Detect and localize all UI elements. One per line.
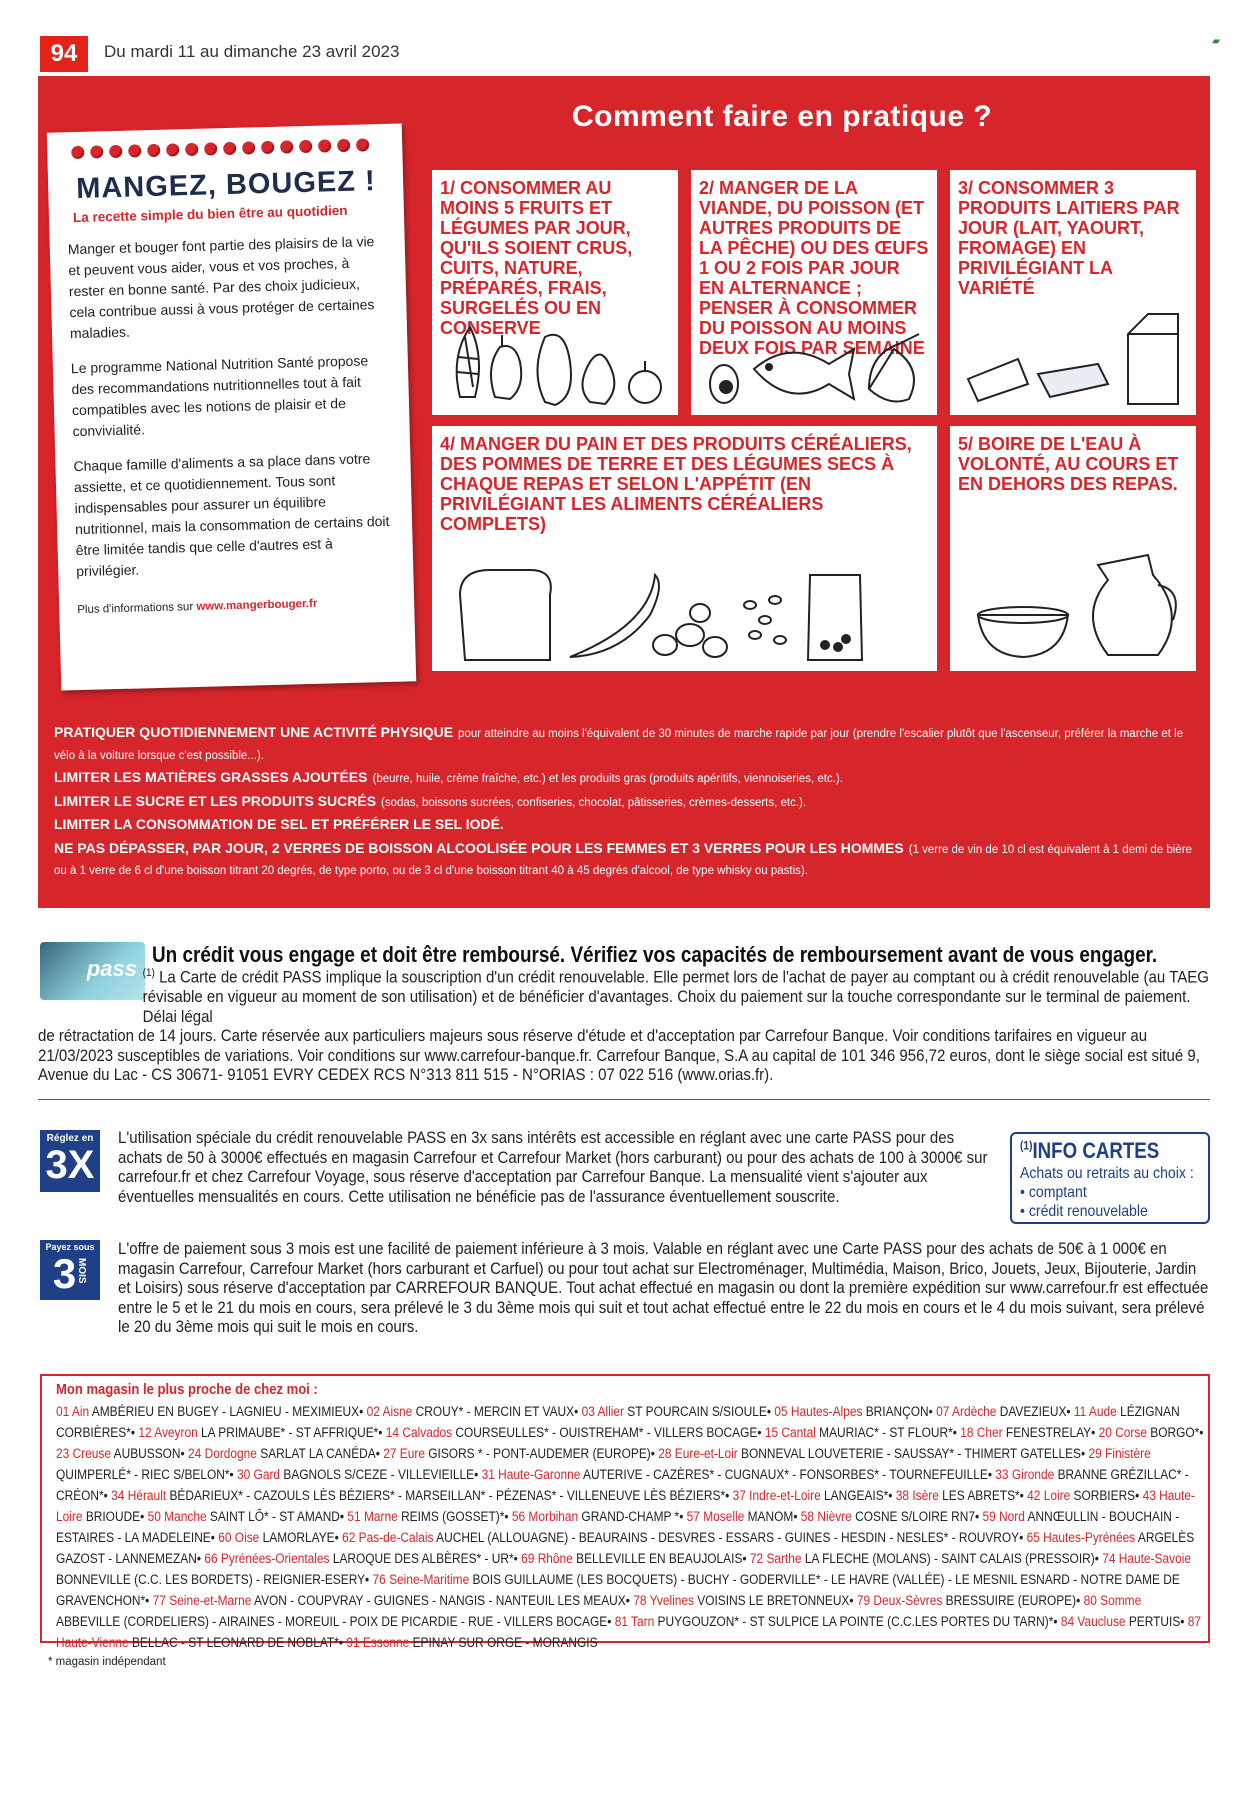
department-label: 01 Ain bbox=[56, 1404, 92, 1420]
store-entry bbox=[386, 1425, 765, 1441]
store-list bbox=[56, 1402, 1207, 1654]
department-label: 11 Aude bbox=[1073, 1404, 1121, 1420]
store-entry bbox=[188, 1446, 383, 1462]
store-towns: CROUY* - MERCIN ET VAUX• bbox=[415, 1404, 582, 1420]
store-towns: ANNŒULLIN - BOUCHAIN - ESTAIRES - LA MADELEINE• bbox=[56, 1509, 1180, 1546]
store-towns: EPINAY SUR ORGE - MORANGIS bbox=[412, 1635, 598, 1651]
department-label: 18 Cher bbox=[960, 1425, 1006, 1441]
department-label: 80 Somme bbox=[1083, 1593, 1142, 1609]
store-towns: AUBUSSON• bbox=[113, 1446, 189, 1462]
department-label: 60 Oise bbox=[218, 1530, 263, 1546]
department-label: 07 Ardèche bbox=[936, 1404, 1000, 1420]
guideline-item: LIMITER LE SUCRE ET LES PRODUITS SUCRÉS (sodas, boissons sucrées, confiseries, chocolat, pâtisseries, crèmes-desserts, etc.). bbox=[54, 792, 807, 809]
store-entry bbox=[512, 1509, 687, 1525]
department-label: 05 Hautes-Alpes bbox=[774, 1404, 866, 1420]
store-towns: LAROQUE DES ALBÈRES* - UR*• bbox=[332, 1551, 522, 1567]
guideline-item: LIMITER LA CONSOMMATION DE SEL ET PRÉFÉRER LE SEL IODÉ. bbox=[54, 816, 504, 832]
store-towns: BAGNOLS S/CEZE - VILLEVIEILLE• bbox=[283, 1467, 482, 1483]
store-entry bbox=[582, 1404, 775, 1420]
guideline-item: LIMITER LES MATIÈRES GRASSES AJOUTÉES (beurre, huile, crème fraîche, etc.) et les produits gras (produits apéritifs, viennoiseries, etc.). bbox=[54, 769, 843, 785]
panel-title: Comment faire en pratique ? bbox=[572, 100, 993, 133]
store-entry bbox=[138, 1425, 385, 1441]
department-label: 57 Moselle bbox=[686, 1509, 748, 1525]
store-towns: ARGELÈS GAZOST - LANNEMEZAN• bbox=[56, 1530, 1195, 1567]
note-title: MANGEZ, BOUGEZ ! bbox=[75, 165, 377, 205]
department-label: 14 Calvados bbox=[385, 1425, 456, 1441]
store-towns: BONNEVAL LOUVETERIE - SAUSSAY* - THIMERT GATELLES• bbox=[741, 1446, 1089, 1462]
date-range: Du mardi 11 au dimanche 23 avril 2023 bbox=[104, 42, 400, 61]
store-entry bbox=[960, 1425, 1098, 1441]
store-entry bbox=[153, 1593, 634, 1609]
store-entry bbox=[658, 1446, 1088, 1462]
department-label: 78 Yvelines bbox=[633, 1593, 698, 1609]
department-label: 24 Dordogne bbox=[188, 1446, 261, 1462]
store-entry bbox=[218, 1530, 342, 1546]
department-label: 33 Gironde bbox=[995, 1467, 1058, 1483]
store-towns: SARLAT LA CANÉDA• bbox=[260, 1446, 384, 1462]
store-towns: COSNE S/LOIRE RN7• bbox=[855, 1509, 983, 1525]
more-info: Plus d'informations sur www.mangerbouger.fr bbox=[77, 597, 318, 617]
store-entry bbox=[347, 1509, 511, 1525]
store-towns: BELLAC - ST LEONARD DE NOBLAT*• bbox=[131, 1635, 347, 1651]
department-label: 02 Aisne bbox=[366, 1404, 416, 1420]
department-label: 03 Allier bbox=[581, 1404, 628, 1420]
store-towns: ABBEVILLE (CORDELIERS) - AIRAINES - MOREUIL - POIX DE PICARDIE - RUE - VILLERS BOCAGE• bbox=[56, 1614, 615, 1630]
store-entry bbox=[383, 1446, 658, 1462]
department-label: 15 Cantal bbox=[764, 1425, 820, 1441]
spiral-binding bbox=[71, 138, 384, 159]
store-towns: QUIMPERLÉ* - RIEC S/BELON*• bbox=[56, 1467, 237, 1483]
store-entry bbox=[204, 1551, 521, 1567]
credit-warning: Un crédit vous engage et doit être remboursé. Vérifiez vos capacités de remboursement avant de vous engager. bbox=[152, 942, 1158, 967]
store-towns: MANOM• bbox=[747, 1509, 801, 1525]
store-entry bbox=[936, 1404, 1074, 1420]
note-paragraph-1: Manger et bouger font partie des plaisirs de la vie et peuvent vous aider, vous et vos proches, à rester en bonne santé. Par des choix judicieux, cela contribue aussi à vous protéger de certaines maladies. bbox=[67, 233, 375, 342]
department-label: 58 Nièvre bbox=[800, 1509, 856, 1525]
tip-box-water bbox=[950, 426, 1196, 671]
tip-box-fruits bbox=[432, 170, 678, 415]
department-label: 28 Eure-et-Loir bbox=[658, 1446, 742, 1462]
store-towns: PUYGOUZON* - ST SULPICE LA POINTE (C.C.LES PORTES DU TARN)*• bbox=[657, 1614, 1061, 1630]
store-entry bbox=[1027, 1488, 1142, 1504]
department-label: 62 Pas-de-Calais bbox=[342, 1530, 437, 1546]
department-label: 59 Nord bbox=[982, 1509, 1028, 1525]
department-label: 27 Eure bbox=[383, 1446, 429, 1462]
department-label: 76 Seine-Maritime bbox=[372, 1572, 473, 1588]
store-entry bbox=[1099, 1425, 1204, 1441]
store-towns: AMBÉRIEU EN BUGEY - LAGNIEU - MEXIMIEUX• bbox=[91, 1404, 367, 1420]
store-entry bbox=[765, 1425, 960, 1441]
store-entry bbox=[801, 1509, 983, 1525]
store-towns: BRESSUIRE (EUROPE)• bbox=[945, 1593, 1084, 1609]
department-label: 65 Hautes-Pyrénées bbox=[1026, 1530, 1138, 1546]
store-entry bbox=[521, 1551, 750, 1567]
store-towns: LANGEAIS*• bbox=[824, 1488, 896, 1504]
store-entry bbox=[482, 1467, 996, 1483]
store-entry bbox=[615, 1614, 1061, 1630]
store-towns: AVON - COUPVRAY - GUIGNES - NANGIS - NANTEUIL LES MEAUX• bbox=[254, 1593, 634, 1609]
store-towns: BRIANÇON• bbox=[865, 1404, 937, 1420]
store-entry bbox=[342, 1530, 1027, 1546]
department-label: 81 Tarn bbox=[614, 1614, 658, 1630]
bread-icon bbox=[432, 565, 937, 665]
guidelines-list bbox=[54, 722, 1194, 883]
store-towns: LAMORLAYE• bbox=[262, 1530, 343, 1546]
department-label: 12 Aveyron bbox=[138, 1425, 202, 1441]
store-towns: PERTUIS• bbox=[1128, 1614, 1188, 1630]
store-entry bbox=[346, 1635, 597, 1651]
store-towns: LÉZIGNAN CORBIÈRES*• bbox=[56, 1404, 1180, 1441]
fish-icon bbox=[691, 329, 937, 409]
department-label: 56 Morbihan bbox=[511, 1509, 582, 1525]
store-towns: BRANNE GRÉZILLAC* - CRÉON*• bbox=[56, 1467, 1189, 1504]
department-label: 30 Gard bbox=[236, 1467, 284, 1483]
department-label: 31 Haute-Garonne bbox=[481, 1467, 583, 1483]
store-towns: FENESTRELAY• bbox=[1005, 1425, 1099, 1441]
department-label: 20 Corse bbox=[1098, 1425, 1151, 1441]
store-entry bbox=[857, 1593, 1084, 1609]
info-cartes-box: $^{(1)}$INFO CARTES Achats ou retraits au choix : • comptant • crédit renouvelable bbox=[1010, 1132, 1210, 1224]
store-entry bbox=[687, 1509, 801, 1525]
store-towns: SAINT LÔ* - ST AMAND• bbox=[209, 1509, 348, 1525]
tip-text: 1/ CONSOMMER AU MOINS 5 FRUITS ET LÉGUMES PAR JOUR, QU'ILS SOIENT CRUS, CUITS, NATURE, PRÉPARÉS, FRAIS, SURGELÉS OU EN CONSERVE bbox=[440, 178, 633, 338]
store-towns: AUCHEL (ALLOUAGNE) - BEAURAINS - DESVRES - ESSARS - GUINES - HESDIN - NESLES* - ROUVROY• bbox=[436, 1530, 1027, 1546]
store-towns: LA FLECHE (MOLANS) - SAINT CALAIS (PRESSOIR)• bbox=[804, 1551, 1103, 1567]
tip-text: 5/ BOIRE DE L'EAU À VOLONTÉ, AU COURS ET EN DEHORS DES REPAS. bbox=[958, 434, 1179, 494]
store-towns: BOIS GUILLAUME (LES BOCQUETS) - BUCHY - GODERVILLE* - LE HAVRE (VALLÉE) - LE MESNIL ESNARD - NOTRE DAME DE GRAVENCHON*• bbox=[56, 1572, 1180, 1609]
store-towns: COURSEULLES* - OUISTREHAM* - VILLERS BOCAGE• bbox=[455, 1425, 765, 1441]
department-label: 66 Pyrénées-Orientales bbox=[204, 1551, 333, 1567]
department-label: 87 Haute-Vienne bbox=[56, 1614, 1202, 1651]
store-entry bbox=[774, 1404, 936, 1420]
pay-3x-text: L'utilisation spéciale du crédit renouvelable PASS en 3x sans intérêts est accessible en réglant avec une carte PASS pour des achats de 50 à 3000€ effectués en magasin Carrefour et Carrefour Market (hors carburant) ou pour des achats de 100 à 3000€ sur carrefour.fr et chez Carrefour Voyage, sous réserve d'acceptation par Carrefour Banque. La mensualité vient s'ajouter aux éventuelles mensualités en cours. Cette utilisation ne bénéficie pas de l'assurance éventuellement souscrite. bbox=[118, 1129, 988, 1206]
department-label: 91 Essonne bbox=[346, 1635, 413, 1651]
guideline-item: PRATIQUER QUOTIDIENNEMENT UNE ACTIVITÉ PHYSIQUE pour atteindre au moins l'équivalent de 30 minutes de marche rapide par jour (prendre l'escalier plutôt que l'ascenseur, préférer la marche et le vélo à la voiture lorsque c'est possible...). bbox=[54, 724, 1184, 762]
info-cartes-title: $^{(1)}$INFO CARTES bbox=[1020, 1138, 1160, 1163]
store-list-title: Mon magasin le plus proche de chez moi : bbox=[56, 1382, 318, 1398]
tip-text: 3/ CONSOMMER 3 PRODUITS LAITIERS PAR JOUR (LAIT, YAOURT, FROMAGE) EN PRIVILÉGIANT LA VARIÉTÉ bbox=[958, 178, 1180, 298]
department-label: 84 Vaucluse bbox=[1060, 1614, 1129, 1630]
department-label: 34 Hérault bbox=[111, 1488, 170, 1504]
department-label: 69 Rhône bbox=[521, 1551, 577, 1567]
divider bbox=[38, 1099, 1210, 1100]
store-towns: GRAND-CHAMP *• bbox=[581, 1509, 687, 1525]
vegetables-icon bbox=[432, 317, 678, 409]
note-card bbox=[47, 123, 416, 690]
note-paragraph-3: Chaque famille d'aliments a sa place dans votre assiette, et ce quotidiennement. Tous sont indispensables pour assurer un équilibre nutritionnel, mais la consommation de certains doit être limitée tandis que celle d'autres est à privilégier. bbox=[73, 450, 390, 580]
pay-3-months-text: L'offre de paiement sous 3 mois est une facilité de paiement inférieure à 3 mois. Valable en réglant avec une Carte PASS pour des achats de 50€ à 1 000€ en magasin Carrefour, Carrefour Market (hors carburant et Carfuel) ou pour tout achat sur Electroménager, Multimédia, Maison, Brico, Jouets, Jeux, Bijouterie, Jardin et Loisirs) sous réserve d'acceptation par CARREFOUR BANQUE. Tout achat effectué en magasin ou dont la première expédition sur www.carrefour.fr est effectuée entre le 5 et le 21 du mois en cours, sera prélevé le 3 du 3ème mois qui suit et tout achat effectué entre le 22 du mois en cours et le 4 du mois suivant, sera prélevé le 20 du 3ème mois qui suit le mois en cours. bbox=[118, 1240, 1209, 1336]
store-towns: LA PRIMAUBE* - ST AFFRIQUE*• bbox=[201, 1425, 386, 1441]
store-entry bbox=[56, 1446, 188, 1462]
tip-box-cereals bbox=[432, 426, 937, 671]
store-towns: ST POURCAIN S/SIOULE• bbox=[627, 1404, 775, 1420]
pay-3x-badge: Réglez en 3X bbox=[40, 1130, 100, 1192]
department-label: 79 Deux-Sèvres bbox=[856, 1593, 946, 1609]
store-list-box bbox=[40, 1374, 1210, 1651]
mangerbouger-link[interactable]: www.mangerbouger.fr bbox=[196, 597, 318, 613]
store-towns: GISORS * - PONT-AUDEMER (EUROPE)• bbox=[428, 1446, 659, 1462]
department-label: 74 Haute-Savoie bbox=[1102, 1551, 1191, 1567]
store-entry bbox=[56, 1404, 367, 1420]
department-label: 38 Isère bbox=[895, 1488, 943, 1504]
department-label: 72 Sarthe bbox=[749, 1551, 805, 1567]
dairy-icon bbox=[950, 309, 1196, 409]
store-towns: BONNEVILLE (C.C. LES BORDETS) - REIGNIER-ESERY• bbox=[56, 1572, 373, 1588]
store-entry bbox=[237, 1467, 482, 1483]
store-entry bbox=[633, 1593, 857, 1609]
store-towns: DAVEZIEUX• bbox=[999, 1404, 1074, 1420]
pitcher-icon bbox=[950, 545, 1196, 665]
store-entry bbox=[367, 1404, 582, 1420]
store-towns: REIMS (GOSSET)*• bbox=[401, 1509, 512, 1525]
note-subtitle: La recette simple du bien être au quotidien bbox=[72, 202, 348, 226]
store-entry bbox=[750, 1551, 1102, 1567]
footnote: * magasin indépendant bbox=[48, 1656, 166, 1668]
department-label: 43 Haute-Loire bbox=[56, 1488, 1195, 1525]
pay-3-months-badge: Payez sous 3MOIS bbox=[40, 1240, 100, 1300]
department-label: 50 Manche bbox=[147, 1509, 210, 1525]
tip-box-dairy bbox=[950, 170, 1196, 415]
store-entry bbox=[896, 1488, 1027, 1504]
tip-text: 2/ MANGER DE LA VIANDE, DU POISSON (ET AUTRES PRODUITS DE LA PÊCHE) OU DES ŒUFS 1 OU 2 FOIS PAR JOUR EN ALTERNANCE ; PENSER À CONSOMMER DU POISSON AU MOINS DEUX FOIS PAR SEMAINE bbox=[699, 178, 929, 358]
store-towns: BELLEVILLE EN BEAUJOLAIS• bbox=[576, 1551, 750, 1567]
store-towns: MAURIAC* - ST FLOUR*• bbox=[819, 1425, 961, 1441]
pass-card-image: pass bbox=[40, 942, 145, 1000]
department-label: 77 Seine-et-Marne bbox=[152, 1593, 255, 1609]
store-towns: AUTERIVE - CAZÈRES* - CUGNAUX* - FONSORBES* - TOURNEFEUILLE• bbox=[582, 1467, 996, 1483]
tip-box-meat-fish bbox=[691, 170, 937, 415]
department-label: 29 Finistère bbox=[1088, 1446, 1151, 1462]
department-label: 37 Indre-et-Loire bbox=[732, 1488, 825, 1504]
credit-legal: $^{(1)}$ La Carte de crédit PASS implique la souscription d'un crédit renouvelable. Elle permet lors de l'achat de payer au comptant ou à crédit renouvelable (au TAEG révisable en vigueur au moment de son utilisation) et de bénéficier d'avantages. Choix du paiement sur la touche correspondante sur le terminal de paiement. Délai légal de rétractation de 14 jours. Carte réservée aux particuliers majeurs sous réserve d'étude et d'acceptation par Carrefour Banque. Voir conditions tarifaires en vigueur au 21/03/2023 susceptibles de variations. Voir conditions sur www.carrefour-banque.fr. Carrefour Banque, S.A au capital de 101 346 956,72 euros, dont le siège social est situé 9, Avenue du Lac - CS 30671- 91051 EVRY CEDEX RCS N°313 811 515 - N°ORIAS : 07 022 516 (www.orias.fr). bbox=[38, 967, 1209, 1084]
tip-text: 4/ MANGER DU PAIN ET DES PRODUITS CÉRÉALIERS, DES POMMES DE TERRE ET DES LÉGUMES SECS À CHAQUE REPAS ET SELON L'APPÉTIT (EN PRIVILÉGIANT LES ALIMENTS CÉRÉALIERS COMPLETS) bbox=[440, 434, 912, 534]
store-towns: BRIOUDE• bbox=[85, 1509, 148, 1525]
store-entry bbox=[111, 1488, 732, 1504]
department-label: 51 Marne bbox=[347, 1509, 402, 1525]
department-label: 23 Creuse bbox=[56, 1446, 114, 1462]
department-label: 42 Loire bbox=[1027, 1488, 1074, 1504]
store-entry bbox=[148, 1509, 348, 1525]
store-entry bbox=[733, 1488, 896, 1504]
store-towns: LES ABRETS*• bbox=[942, 1488, 1028, 1504]
store-towns: SORBIERS• bbox=[1073, 1488, 1143, 1504]
store-towns: BORGO*• bbox=[1150, 1425, 1204, 1441]
store-towns: VOISINS LE BRETONNEUX• bbox=[697, 1593, 857, 1609]
page-number: 94 bbox=[40, 36, 88, 72]
leaf-icon: ▰ bbox=[1212, 36, 1220, 47]
note-paragraph-2: Le programme National Nutrition Santé propose des recommandations nutritionnelles tout à fait compatibles avec les notions de plaisir et de convivialité. bbox=[70, 352, 369, 440]
store-entry bbox=[1061, 1614, 1188, 1630]
store-towns: BÉDARIEUX* - CAZOULS LÈS BÉZIERS* - MARSEILLAN* - PÉZENAS* - VILLENEUVE LÈS BÉZIERS*• bbox=[169, 1488, 733, 1504]
guideline-item: NE PAS DÉPASSER, PAR JOUR, 2 VERRES DE BOISSON ALCOOLISÉE POUR LES FEMMES ET 3 VERRES POUR LES HOMMES (1 verre de vin de 10 cl est équivalent à 1 demi de bière ou à 1 verre de 6 cl d'une boisson titrant 20 degrés, de type porto, ou de 3 cl d'une boisson titrant 40 à 45 degrés d'alcool, de type whisky ou pastis). bbox=[54, 839, 1192, 877]
